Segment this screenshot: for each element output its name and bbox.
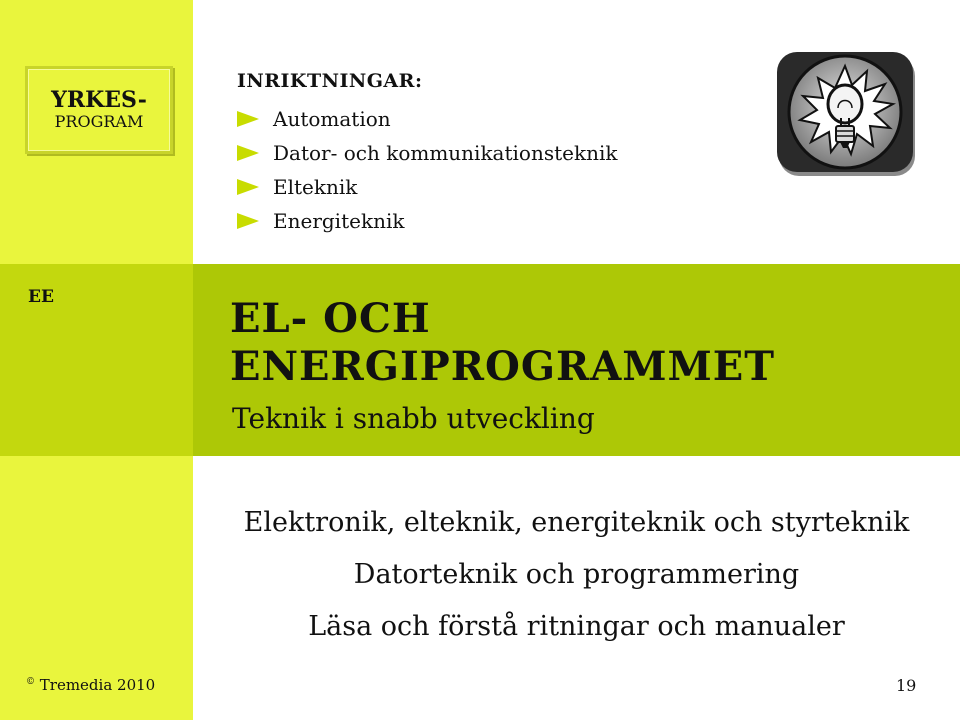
copyright-notice: [26, 676, 155, 694]
track-label: Elteknik: [273, 175, 358, 199]
focus-areas-list: [193, 500, 960, 656]
track-item: [237, 102, 618, 136]
program-title-line-2: ENERGIPROGRAMMET: [230, 343, 776, 390]
focus-area-item: Elektronik, elteknik, energiteknik och styrteknik: [243, 507, 910, 538]
arrow-bullet-icon: [237, 145, 259, 161]
badge-line-2: PROGRAM: [54, 112, 144, 131]
program-title: [230, 295, 775, 391]
tracks-section: [237, 70, 618, 238]
focus-area-item: Läsa och förstå ritningar och manualer: [308, 611, 845, 642]
copyright-symbol: ©: [26, 677, 35, 687]
track-item: [237, 136, 618, 170]
track-label: Dator- och kommunikationsteknik: [273, 141, 618, 165]
track-item: [237, 204, 618, 238]
copyright-text: Tremedia 2010: [39, 676, 156, 694]
tracks-list: [237, 102, 618, 238]
arrow-bullet-icon: [237, 179, 259, 195]
program-subtitle: Teknik i snabb utveckling: [232, 402, 595, 435]
arrow-bullet-icon: [237, 111, 259, 127]
track-label: Energiteknik: [273, 209, 405, 233]
program-code: EE: [28, 287, 54, 307]
focus-area-item: Datorteknik och programmering: [353, 559, 800, 590]
arrow-bullet-icon: [237, 213, 259, 229]
track-label: Automation: [273, 107, 391, 131]
program-type-badge: [25, 66, 173, 154]
lightbulb-icon: [775, 38, 921, 178]
page-number: 19: [896, 676, 917, 695]
tracks-heading: INRIKTNINGAR:: [237, 70, 423, 92]
track-item: [237, 170, 618, 204]
program-title-line-1: EL- OCH: [230, 295, 431, 342]
badge-line-1: YRKES-: [51, 87, 147, 113]
